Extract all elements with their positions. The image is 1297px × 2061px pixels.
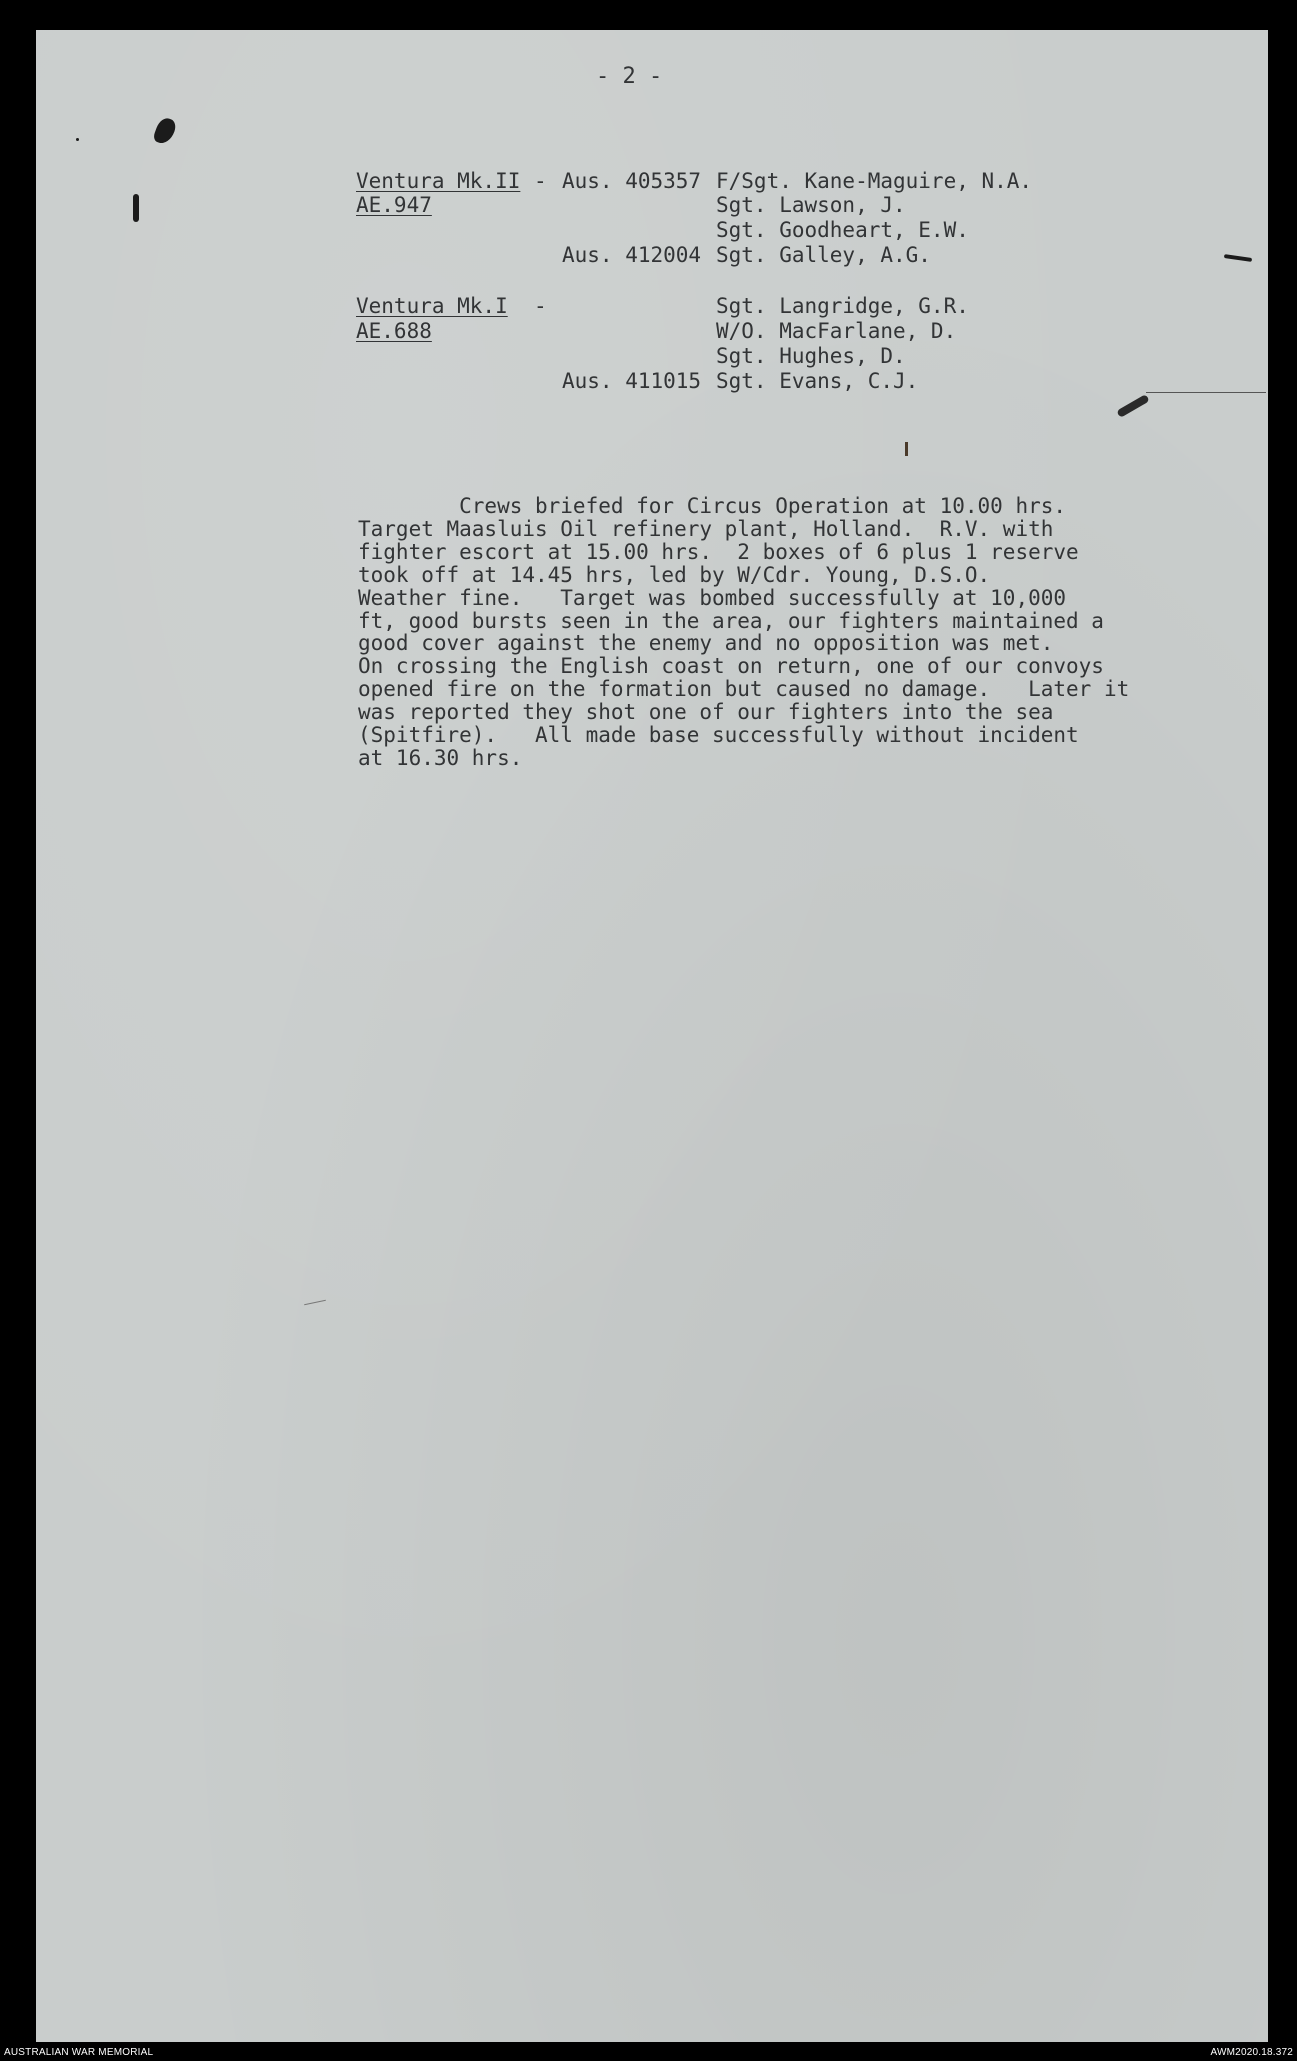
service-number: Aus. 411015 [562,369,702,393]
crew-member: Sgt. Galley, A.G. [716,243,931,267]
aircraft-dash-2: - [534,294,547,318]
narrative-line: Weather fine. Target was bombed successfully at 10,000 [358,585,1067,610]
page-number: - 2 - [596,64,663,89]
aircraft-dash-1: - [534,169,547,193]
crew-member: W/O. MacFarlane, D. [716,319,957,343]
narrative-line: ft, good bursts seen in the area, our fighters maintained a [358,608,1104,633]
narrative-line: Target Maasluis Oil refinery plant, Holland. R.V. with [358,516,1054,541]
narrative-line: Crews briefed for Circus Operation at 10.00 hrs. [358,494,1067,518]
crew-member: F/Sgt. Kane-Maguire, N.A. [716,169,1033,193]
paper-smudge-mark [304,1300,326,1306]
crew-member: Sgt. Hughes, D. [716,344,906,368]
narrative-line: took off at 14.45 hrs, led by W/Cdr. Young, D.S.O. [358,562,991,587]
narrative-line: fighter escort at 15.00 hrs. 2 boxes of 6 plus 1 reserve [358,539,1079,564]
footer-archive-name: AUSTRALIAN WAR MEMORIAL [4,2047,154,2058]
narrative-line: opened fire on the formation but caused no damage. Later it [358,677,1130,702]
crew-member: Sgt. Goodheart, E.W. [716,218,969,242]
narrative-line: at 16.30 hrs. [358,745,523,770]
paper-damage-mark [1116,394,1149,418]
narrative-line: was reported they shot one of our fighters into the sea [358,700,1054,725]
operation-narrative [358,495,1178,770]
aircraft-serial-2: AE.688 [356,319,432,343]
crew-member: Sgt. Lawson, J. [716,193,906,217]
document-page [36,30,1268,2042]
paper-damage-mark [905,442,908,456]
paper-damage-mark [1224,254,1252,262]
paper-damage-mark [152,116,178,147]
paper-crease-mark [1146,392,1266,393]
aircraft-serial-1: AE.947 [356,193,432,217]
aircraft-type-2: Ventura Mk.I [356,294,508,318]
service-number: Aus. 405357 [562,169,702,193]
aircraft-type-1: Ventura Mk.II [356,169,521,193]
footer-reference-number: AWM2020.18.372 [1210,2047,1293,2058]
paper-damage-mark [133,194,139,222]
paper-damage-mark [76,138,79,141]
crew-member: Sgt. Langridge, G.R. [716,294,969,318]
service-number: Aus. 412004 [562,243,702,267]
narrative-line: On crossing the English coast on return, one of our convoys [358,654,1104,679]
narrative-line: (Spitfire). All made base successfully without incident [358,723,1079,748]
crew-member: Sgt. Evans, C.J. [716,369,919,393]
narrative-line: good cover against the enemy and no opposition was met. [358,631,1054,656]
